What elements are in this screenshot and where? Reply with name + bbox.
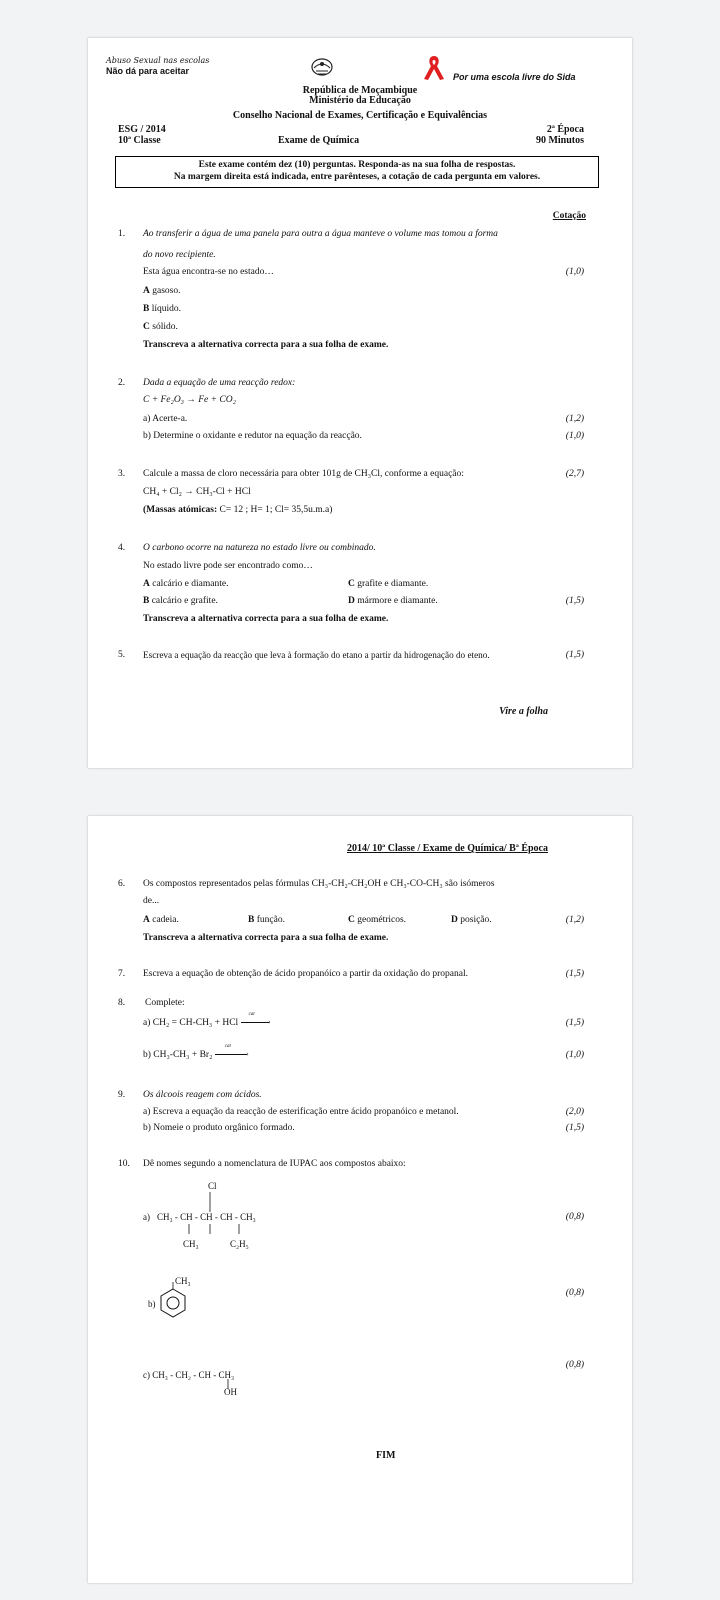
q5-text: Escreva a equação da reacção que leva à formação do etano a partir da hidrogenação do eteno. xyxy=(143,650,490,660)
reaction-arrow-icon xyxy=(215,1054,247,1055)
q10-b-sub: CH₃ xyxy=(175,1276,191,1286)
q4-option-d: D mármore e diamante. xyxy=(348,596,438,606)
q6-transcribe: Transcreva a alternativa correcta para a sua folha de exame. xyxy=(143,933,389,943)
q3-text: Calcule a massa de cloro necessária para obter 101g de CH₃Cl, conforme a equação: xyxy=(143,469,464,479)
duration-label: 90 Minutos xyxy=(535,135,584,146)
q6-option-d: D posição. xyxy=(451,915,492,925)
q10-c-main-chain: c) CH₃ - CH₂ - CH - CH₃ xyxy=(143,1370,235,1380)
q1-option-c: C sólido. xyxy=(143,322,178,332)
q7-score: (1,5) xyxy=(565,969,584,979)
page2-header: 2014/ 10ª Classe / Exame de Química/ Bª Época xyxy=(347,843,548,854)
q9-text: Os álcoois reagem com ácidos. xyxy=(143,1090,262,1100)
q8-b-score: (1,0) xyxy=(565,1050,584,1060)
exam-page-1 xyxy=(88,38,632,768)
q8-a-score: (1,5) xyxy=(565,1018,584,1028)
q6-score: (1,2) xyxy=(565,915,584,925)
q2-equation: C + Fe₂O₃ → Fe + CO₂ xyxy=(143,395,236,405)
q1-text-3: Esta água encontra-se no estado… xyxy=(143,267,274,277)
q9-b-score: (1,5) xyxy=(565,1123,584,1133)
q8-a-arrow-label: cat xyxy=(248,1012,255,1017)
q5-score: (1,5) xyxy=(565,650,584,660)
q7-text: Escreva a equação de obtenção de ácido propanóico a partir da oxidação do propanal. xyxy=(143,969,468,979)
q5-number: 5. xyxy=(118,650,126,660)
q6-number: 6. xyxy=(118,879,126,889)
q10-c-sub: OH xyxy=(224,1387,237,1397)
q8-text: Complete: xyxy=(145,998,185,1008)
q2-number: 2. xyxy=(118,378,126,388)
q7-number: 7. xyxy=(118,969,126,979)
exam-title: Exame de Química xyxy=(278,135,360,146)
q9-b: b) Nomeie o produto orgânico formado. xyxy=(143,1123,295,1133)
q10-number: 10. xyxy=(118,1159,130,1169)
q2-text: Dada a equação de uma reacção redox: xyxy=(143,378,296,388)
q6-text-2: de... xyxy=(143,896,160,906)
q4-number: 4. xyxy=(118,543,126,553)
campaign-right: Por uma escola livre do Sida xyxy=(453,72,576,82)
epoca-label: 2ª Época xyxy=(546,124,584,135)
q1-score: (1,0) xyxy=(565,267,584,277)
q9-number: 9. xyxy=(118,1090,126,1100)
q6-option-a: A cadeia. xyxy=(143,915,179,925)
q9-a: a) Escreva a equação da reacção de esterificação entre ácido propanóico e metanol. xyxy=(143,1107,459,1117)
reaction-arrow-icon xyxy=(241,1022,269,1023)
q10-a-main-chain: CH₃ - CH - CH - CH - CH₃ xyxy=(157,1212,256,1222)
q2-a: a) Acerte-a. xyxy=(143,414,188,424)
q8-a: a) CH₂ = CH-CH₃ + HCl cat › xyxy=(143,1012,271,1029)
q4-option-a: A calcário e diamante. xyxy=(143,579,229,589)
q3-equation: CH₄ + Cl₂ → CH₃-Cl + HCl xyxy=(143,487,251,497)
q6-option-b: B função. xyxy=(248,915,285,925)
q6-option-c: C geométricos. xyxy=(348,915,407,925)
council-title: Conselho Nacional de Exames, Certificação e Equivalências xyxy=(232,110,488,121)
q4-text-1: O carbono ocorre na natureza no estado livre ou combinado. xyxy=(143,543,376,553)
instructions-line-1: Este exame contém dez (10) perguntas. Responda-as na sua folha de respostas. xyxy=(198,160,516,170)
benzene-ring-icon xyxy=(158,1282,188,1322)
q8-number: 8. xyxy=(118,998,126,1008)
q9-a-score: (2,0) xyxy=(565,1107,584,1117)
end-label: FIM xyxy=(376,1450,396,1461)
turn-page-note: Vire a folha xyxy=(499,706,548,717)
q1-transcribe: Transcreva a alternativa correcta para a sua folha de exame. xyxy=(143,340,389,350)
q2-a-score: (1,2) xyxy=(565,414,584,424)
q6-text-1: Os compostos representados pelas fórmulas CH₃-CH₂-CH₂OH e CH₃-CO-CH₃ são isómeros xyxy=(143,879,495,889)
q4-option-c: C grafite e diamante. xyxy=(348,579,429,589)
q10-c-score: (0,8) xyxy=(565,1360,584,1370)
q4-score: (1,5) xyxy=(565,596,584,606)
campaign-line-2: Não dá para aceitar xyxy=(106,66,190,76)
q8-b: b) CH₃-CH₃ + Br₂ cat › xyxy=(143,1044,249,1061)
q10-text: Dê nomes segundo a nomenclatura de IUPAC aos compostos abaixo: xyxy=(143,1159,406,1169)
republic-title: República de Moçambique xyxy=(302,85,418,96)
exam-page-2 xyxy=(88,816,632,1583)
class-label: 10ª Classe xyxy=(118,135,161,146)
q10-a-sub-2: C₂H₅ xyxy=(230,1239,249,1249)
q10-b-score: (0,8) xyxy=(565,1288,584,1298)
q8-b-arrow-label: cat xyxy=(224,1044,231,1049)
q10-a-bonds xyxy=(157,1188,257,1238)
q1-option-a: A gasoso. xyxy=(143,286,181,296)
q4-option-b: B calcário e grafite. xyxy=(143,596,218,606)
q4-transcribe: Transcreva a alternativa correcta para a sua folha de exame. xyxy=(143,614,389,624)
q10-a-score: (0,8) xyxy=(565,1212,584,1222)
q3-score: (2,7) xyxy=(565,469,584,479)
q1-option-b: B líquido. xyxy=(143,304,182,314)
q2-b-score: (1,0) xyxy=(565,431,584,441)
esg-year: ESG / 2014 xyxy=(118,124,166,135)
q10-a-label: a) xyxy=(143,1212,150,1222)
q1-text-2: do novo recipiente. xyxy=(143,250,216,260)
campaign-line-1: Abuso Sexual nas escolas xyxy=(106,56,210,65)
red-ribbon-icon xyxy=(421,52,447,82)
q10-a-cl: Cl xyxy=(208,1181,217,1191)
q3-masses: (Massas atómicas: C= 12 ; H= 1; Cl= 35,5u.m.a) xyxy=(143,505,333,515)
cotacao-label: Cotação xyxy=(552,211,586,221)
q1-text-1: Ao transferir a água de uma panela para outra a água manteve o volume mas tomou a forma xyxy=(143,229,498,239)
coat-of-arms-emblem xyxy=(310,56,334,78)
q1-number: 1. xyxy=(118,229,126,239)
q2-b: b) Determine o oxidante e redutor na equação da reacção. xyxy=(143,431,362,441)
q10-b-label: b) xyxy=(148,1299,156,1309)
ministry-title: Ministério da Educação xyxy=(309,95,411,106)
instructions-box xyxy=(115,156,599,188)
instructions-line-2: Na margem direita está indicada, entre parênteses, a cotação de cada pergunta em valores. xyxy=(173,172,541,182)
q3-number: 3. xyxy=(118,469,126,479)
q4-text-2: No estado livre pode ser encontrado como… xyxy=(143,561,313,571)
q10-a-sub-1: CH₃ xyxy=(183,1239,199,1249)
